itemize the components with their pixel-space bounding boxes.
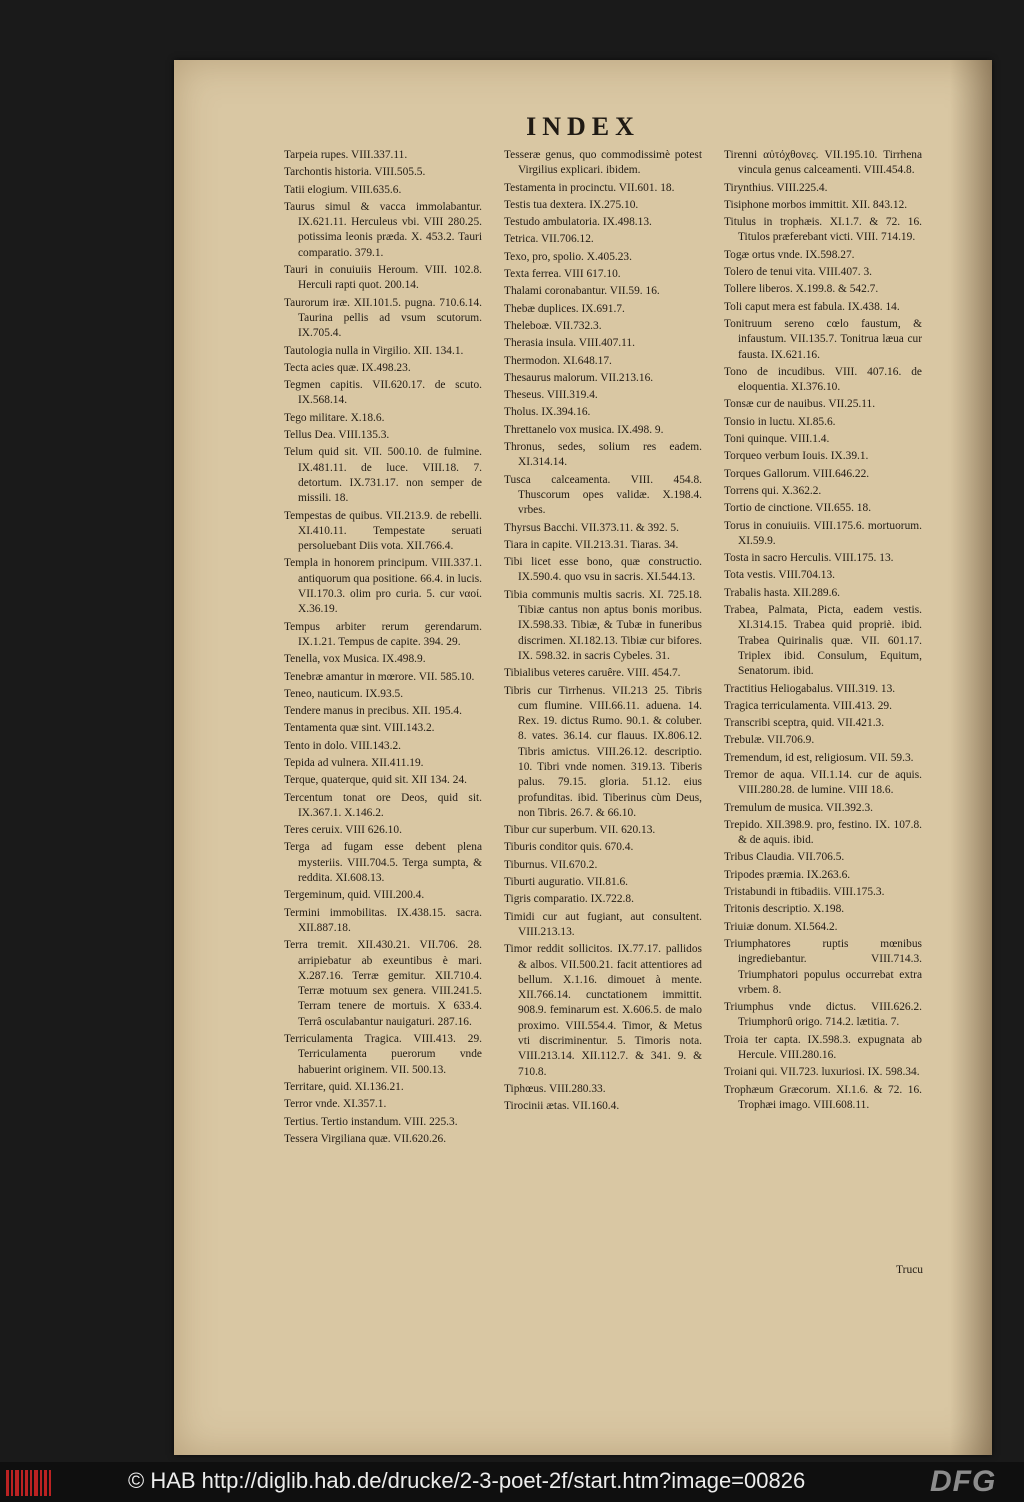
- index-entry: Tiara in capite. VII.213.31. Tiaras. 34.: [504, 538, 679, 551]
- index-entry: Tremulum de musica. VII.392.3.: [724, 801, 874, 814]
- index-entry: Tibi licet esse bono, quæ constructio. IX.590.4. quo vsu in sacris. XI.544.13.: [504, 556, 702, 584]
- index-entry: Tertius. Tertio instandum. VIII. 225.3.: [284, 1115, 458, 1128]
- index-entry: Telum quid sit. VII. 500.10. de fulmine. IX.481.11. de luce. VIII.18. 7. detortum. IX.731.17. non semper de missili. 18.: [284, 446, 482, 505]
- index-entry: Terror vnde. XI.357.1.: [284, 1098, 387, 1111]
- index-entry: Tono de incudibus. VIII. 407.16. de eloquentia. XI.376.10.: [724, 365, 922, 394]
- index-entry: Tempestas de quibus. VII.213.9. de rebelli. XI.410.11. Tempestate seruati persoluebant Diis vota. XII.766.4.: [284, 509, 482, 553]
- index-entry: Tautologia nulla in Virgilio. XII. 134.1.: [284, 344, 464, 357]
- index-entry: Toli caput mera est fabula. IX.438. 14.: [724, 300, 900, 313]
- index-entry: Tibur cur superbum. VII. 620.13.: [504, 824, 656, 837]
- index-entry: Triuiæ donum. XI.564.2.: [724, 920, 838, 933]
- index-entry: Tepida ad vulnera. XII.411.19.: [284, 756, 424, 769]
- index-entry: Tota vestis. VIII.704.13.: [724, 569, 835, 582]
- index-entry: Tractitius Heliogabalus. VIII.319. 13.: [724, 682, 896, 695]
- index-entry: Terga ad fugam esse debent plena mysteriis. VIII.704.5. Terga sumpta, & reddita. XI.608.13.: [284, 841, 482, 885]
- index-entry: Triumphatores ruptis mœnibus ingrediebantur. VIII.714.3. Triumphatori populus occurrebat extra vrbem. 8.: [724, 937, 922, 996]
- index-column-3: [724, 148, 922, 1115]
- index-entry: Tirynthius. VIII.225.4.: [724, 181, 828, 194]
- index-entry: Thebæ duplices. IX.691.7.: [504, 302, 625, 315]
- index-entry: Thesaurus malorum. VII.213.16.: [504, 371, 654, 384]
- index-entry: Theseus. VIII.319.4.: [504, 389, 598, 402]
- index-entry: Tauri in conuiuiis Heroum. VIII. 102.8. Herculi rapti quot. 200.14.: [284, 264, 482, 292]
- index-entry: Teres ceruix. VIII 626.10.: [284, 824, 402, 837]
- index-entry: Tremor de aqua. VII.1.14. cur de aquis. VIII.280.28. de lumine. VIII 18.6.: [724, 768, 922, 797]
- index-entry: Tiburis conditor quis. 670.4.: [504, 841, 634, 854]
- index-entry: Trabea, Palmata, Picta, eadem vestis. XI.314.15. Trabea quid propriè. ibid. Trabea Quirinalis quæ. VII. 601.17. Triplex ibid. Consulum, Equitum, Senatorum. ibid.: [724, 604, 922, 678]
- index-entry: Tergeminum, quid. VIII.200.4.: [284, 889, 425, 902]
- barcode-icon: [6, 1470, 54, 1496]
- index-entry: Tentamenta quæ sint. VIII.143.2.: [284, 722, 435, 735]
- footer-bar: [0, 1462, 1024, 1502]
- index-entry: Tonsæ cur de nauibus. VII.25.11.: [724, 398, 876, 411]
- index-entry: Timor reddit sollicitos. IX.77.17. pallidos & albos. VII.500.21. facit attentiores ad bellum. X.1.16. dimouet à mente. XII.766.14. cunctationem immittit. 908.9. feminarum est. X.606.5. de malo proximo. VIII.554.4. Timor, & Metus vti discriminentur. 5. Timoris nota. VIII.213.14. XII.112.7. & 341. 9. & 710.8.: [504, 943, 702, 1078]
- index-entry: Tiburti auguratio. VII.81.6.: [504, 876, 629, 889]
- index-entry: Tercentum tonat ore Deos, quid sit. IX.367.1. X.146.2.: [284, 791, 482, 819]
- index-entry: Theleboæ. VII.732.3.: [504, 319, 602, 332]
- index-entry: Tonitruum sereno cœlo faustum, & infaustum. VII.135.7. Tonitrua læua cur fausta. IX.621.16.: [724, 317, 922, 361]
- index-entry: Testudo ambulatoria. IX.498.13.: [504, 216, 652, 229]
- index-entry: Thronus, sedes, solium res eadem. XI.314.14.: [504, 441, 702, 469]
- index-entry: Taurorum iræ. XII.101.5. pugna. 710.6.14. Taurina pellis ad vsum scutorum. IX.705.4.: [284, 296, 482, 340]
- index-entry: Tendere manus in precibus. XII. 195.4.: [284, 705, 462, 718]
- index-entry: Taurus simul & vacca immolabantur. IX.621.11. Herculeus vbi. VIII 280.25. potissima leonis præda. X. 453.2. Tauri comparatio. 379.1.: [284, 200, 482, 259]
- index-entry: Terriculamenta Tragica. VIII.413. 29. Terriculamenta puerorum vnde habuerint originem. VII. 500.13.: [284, 1033, 482, 1076]
- index-entry: Tribus Claudia. VII.706.5.: [724, 851, 845, 864]
- index-entry: Tiphœus. VIII.280.33.: [504, 1082, 606, 1095]
- index-entry: Terque, quaterque, quid sit. XII 134. 24.: [284, 774, 467, 787]
- index-entry: Timidi cur aut fugiant, aut consultent. VIII.213.13.: [504, 910, 702, 938]
- index-entry: Threttanelo vox musica. IX.498. 9.: [504, 423, 664, 436]
- index-entry: Tristabundi in ftibadiis. VIII.175.3.: [724, 886, 885, 899]
- index-entry: Tholus. IX.394.16.: [504, 406, 591, 419]
- index-entry: Tenella, vox Musica. IX.498.9.: [284, 653, 426, 666]
- index-entry: Territare, quid. XI.136.21.: [284, 1080, 404, 1093]
- index-entry: Torques Gallorum. VIII.646.22.: [724, 467, 870, 480]
- index-entry: Tritonis descriptio. X.198.: [724, 903, 845, 916]
- index-entry: Tollere liberos. X.199.8. & 542.7.: [724, 283, 879, 296]
- index-entry: Templa in honorem principum. VIII.337.1. antiquorum qua positione. 66.4. in lucis. VII.170.3. olim pro curia. 5. cur ναοί. X.36.19.: [284, 557, 482, 616]
- index-entry: Thalami coronabantur. VII.59. 16.: [504, 285, 660, 298]
- index-entry: Titulus in trophæis. XI.1.7. & 72. 16. Titulos præferebant victi. VIII. 714.19.: [724, 216, 922, 244]
- index-entry: Tibris cur Tirrhenus. VII.213 25. Tibris cum flumine. VIII.66.11. aduena. 14. Rex. 19. dictus Rumo. 90.1. & coluber. 8. vates. 36.14. cur flauus. IX.806.12. Tibris amictus. VIII.26.12. descriptio. 10. Tibri vnde nomen. 319.13. Tiberis palus. 79.15. gloria. 51.12. eius profunditas. ibid. Tiberinus cùm Deus, non Tibris. 26.7. & 66.10.: [504, 684, 702, 819]
- index-entry: Tripodes præmia. IX.263.6.: [724, 868, 851, 881]
- copyright-link[interactable]: © HAB http://diglib.hab.de/drucke/2-3-poet-2f/start.htm?image=00826: [128, 1468, 806, 1493]
- index-entry: Toni quinque. VIII.1.4.: [724, 433, 830, 446]
- index-entry: Testis tua dextera. IX.275.10.: [504, 198, 639, 211]
- index-entry: Tenebræ amantur in mœrore. VII. 585.10.: [284, 670, 475, 683]
- index-entry: Trebulæ. VII.706.9.: [724, 734, 815, 747]
- index-entry: Torrens qui. X.362.2.: [724, 484, 822, 497]
- index-entry: Transcribi sceptra, quid. VII.421.3.: [724, 717, 885, 730]
- dfg-logo: DFG: [930, 1465, 997, 1498]
- index-entry: Termini immobilitas. IX.438.15. sacra. XII.887.18.: [284, 906, 482, 934]
- index-entry: Tetrica. VII.706.12.: [504, 233, 594, 246]
- index-entry: Trepido. XII.398.9. pro, festino. IX. 107.8. & de aquis. ibid.: [724, 818, 922, 847]
- index-entry: Tego militare. X.18.6.: [284, 411, 385, 424]
- index-entry: Testamenta in procinctu. VII.601. 18.: [504, 181, 675, 194]
- index-entry: Tigris comparatio. IX.722.8.: [504, 893, 634, 906]
- index-entry: Tiburnus. VII.670.2.: [504, 858, 598, 871]
- index-entry: Tatii elogium. VIII.635.6.: [284, 183, 402, 196]
- index-entry: Tibialibus veteres caruêre. VIII. 454.7.: [504, 667, 681, 680]
- index-entry: Torus in conuiuiis. VIII.175.6. mortuorum. XI.59.9.: [724, 519, 922, 547]
- index-entry: Tolero de tenui vita. VIII.407. 3.: [724, 266, 872, 279]
- page-header: INDEX: [526, 112, 640, 141]
- index-entry: Tosta in sacro Herculis. VIII.175. 13.: [724, 552, 894, 565]
- index-entry: Tirenni αὐτόχθονες. VII.195.10. Tirrhena vincula genus calceamenti. VIII.454.8.: [724, 149, 922, 177]
- index-entry: Tibia communis multis sacris. XI. 725.18. Tibiæ cantus non aptus bonis moribus. IX.598.33. Tibiæ, & Tubæ in funeribus discrimen. XI.182.13. Tibiæ cur bifores. IX. 598.32. in sacris Cybeles. 31.: [504, 588, 702, 662]
- index-entry: Thermodon. XI.648.17.: [504, 354, 612, 367]
- index-entry: Tragica terriculamenta. VIII.413. 29.: [724, 699, 892, 712]
- index-entry: Texo, pro, spolio. X.405.23.: [504, 250, 632, 263]
- index-entry: Tempus arbiter rerum gerendarum. IX.1.21. Tempus de capite. 394. 29.: [284, 620, 482, 648]
- index-entry: Tonsio in luctu. XI.85.6.: [724, 415, 836, 428]
- index-entry: Thyrsus Bacchi. VII.373.11. & 392. 5.: [504, 521, 679, 534]
- index-entry: Trabalis hasta. XII.289.6.: [724, 586, 841, 599]
- index-entry: Tisiphone morbos immittit. XII. 843.12.: [724, 198, 908, 211]
- index-entry: Terra tremit. XII.430.21. VII.706. 28. arripiebatur ab exeuntibus è mari. X.287.16. Terræ gemitur. XII.710.4. Terræ motuum sex genera. VIII.241.5. Terram tenere de mortuis. X 633.4. Terrâ osculabantur nauigaturi. 287.16.: [284, 939, 482, 1028]
- book-page: [174, 60, 992, 1455]
- index-entry: Tegmen capitis. VII.620.17. de scuto. IX.568.14.: [284, 379, 482, 407]
- index-entry: Tessera Virgiliana quæ. VII.620.26.: [284, 1132, 447, 1145]
- index-entry: Tesseræ genus, quo commodissimè potest Virgilius explicari. ibidem.: [504, 149, 702, 177]
- index-entry: Troiani qui. VII.723. luxuriosi. IX. 598.34.: [724, 1066, 920, 1079]
- page-gutter-shadow: [950, 60, 992, 1455]
- index-entry: Togæ ortus vnde. IX.598.27.: [724, 248, 855, 261]
- index-entry: Tecta acies quæ. IX.498.23.: [284, 361, 411, 374]
- index-entry: Texta ferrea. VIII 617.10.: [504, 268, 621, 281]
- index-entry: Tusca calceamenta. VIII. 454.8. Thuscorum opes validæ. X.198.4. vrbes.: [504, 473, 702, 517]
- index-entry: Tarchontis historia. VIII.505.5.: [284, 166, 426, 179]
- index-entry: Tellus Dea. VIII.135.3.: [284, 429, 390, 442]
- index-entry: Troia ter capta. IX.598.3. expugnata ab Hercule. VIII.280.16.: [724, 1033, 922, 1062]
- index-entry: Therasia insula. VIII.407.11.: [504, 337, 635, 350]
- index-entry: Tirocinii ætas. VII.160.4.: [504, 1100, 620, 1113]
- index-entry: Triumphus vnde dictus. VIII.626.2. Triumphorû origo. 714.2. lætitia. 7.: [724, 1001, 922, 1029]
- index-entry: Trophæum Græcorum. XI.1.6. & 72. 16. Trophæi imago. VIII.608.11.: [724, 1083, 922, 1111]
- index-entry: Tremendum, id est, religiosum. VII. 59.3.: [724, 751, 914, 764]
- catchword: Trucu: [896, 1264, 924, 1276]
- index-entry: Tento in dolo. VIII.143.2.: [284, 739, 401, 752]
- index-column-2: [504, 148, 702, 1117]
- index-entry: Tortio de cinctione. VII.655. 18.: [724, 502, 872, 515]
- index-entry: Tarpeia rupes. VIII.337.11.: [284, 149, 408, 161]
- index-column-1: [284, 148, 482, 1149]
- index-entry: Teneo, nauticum. IX.93.5.: [284, 687, 404, 700]
- index-entry: Torqueo verbum Iouis. IX.39.1.: [724, 450, 869, 463]
